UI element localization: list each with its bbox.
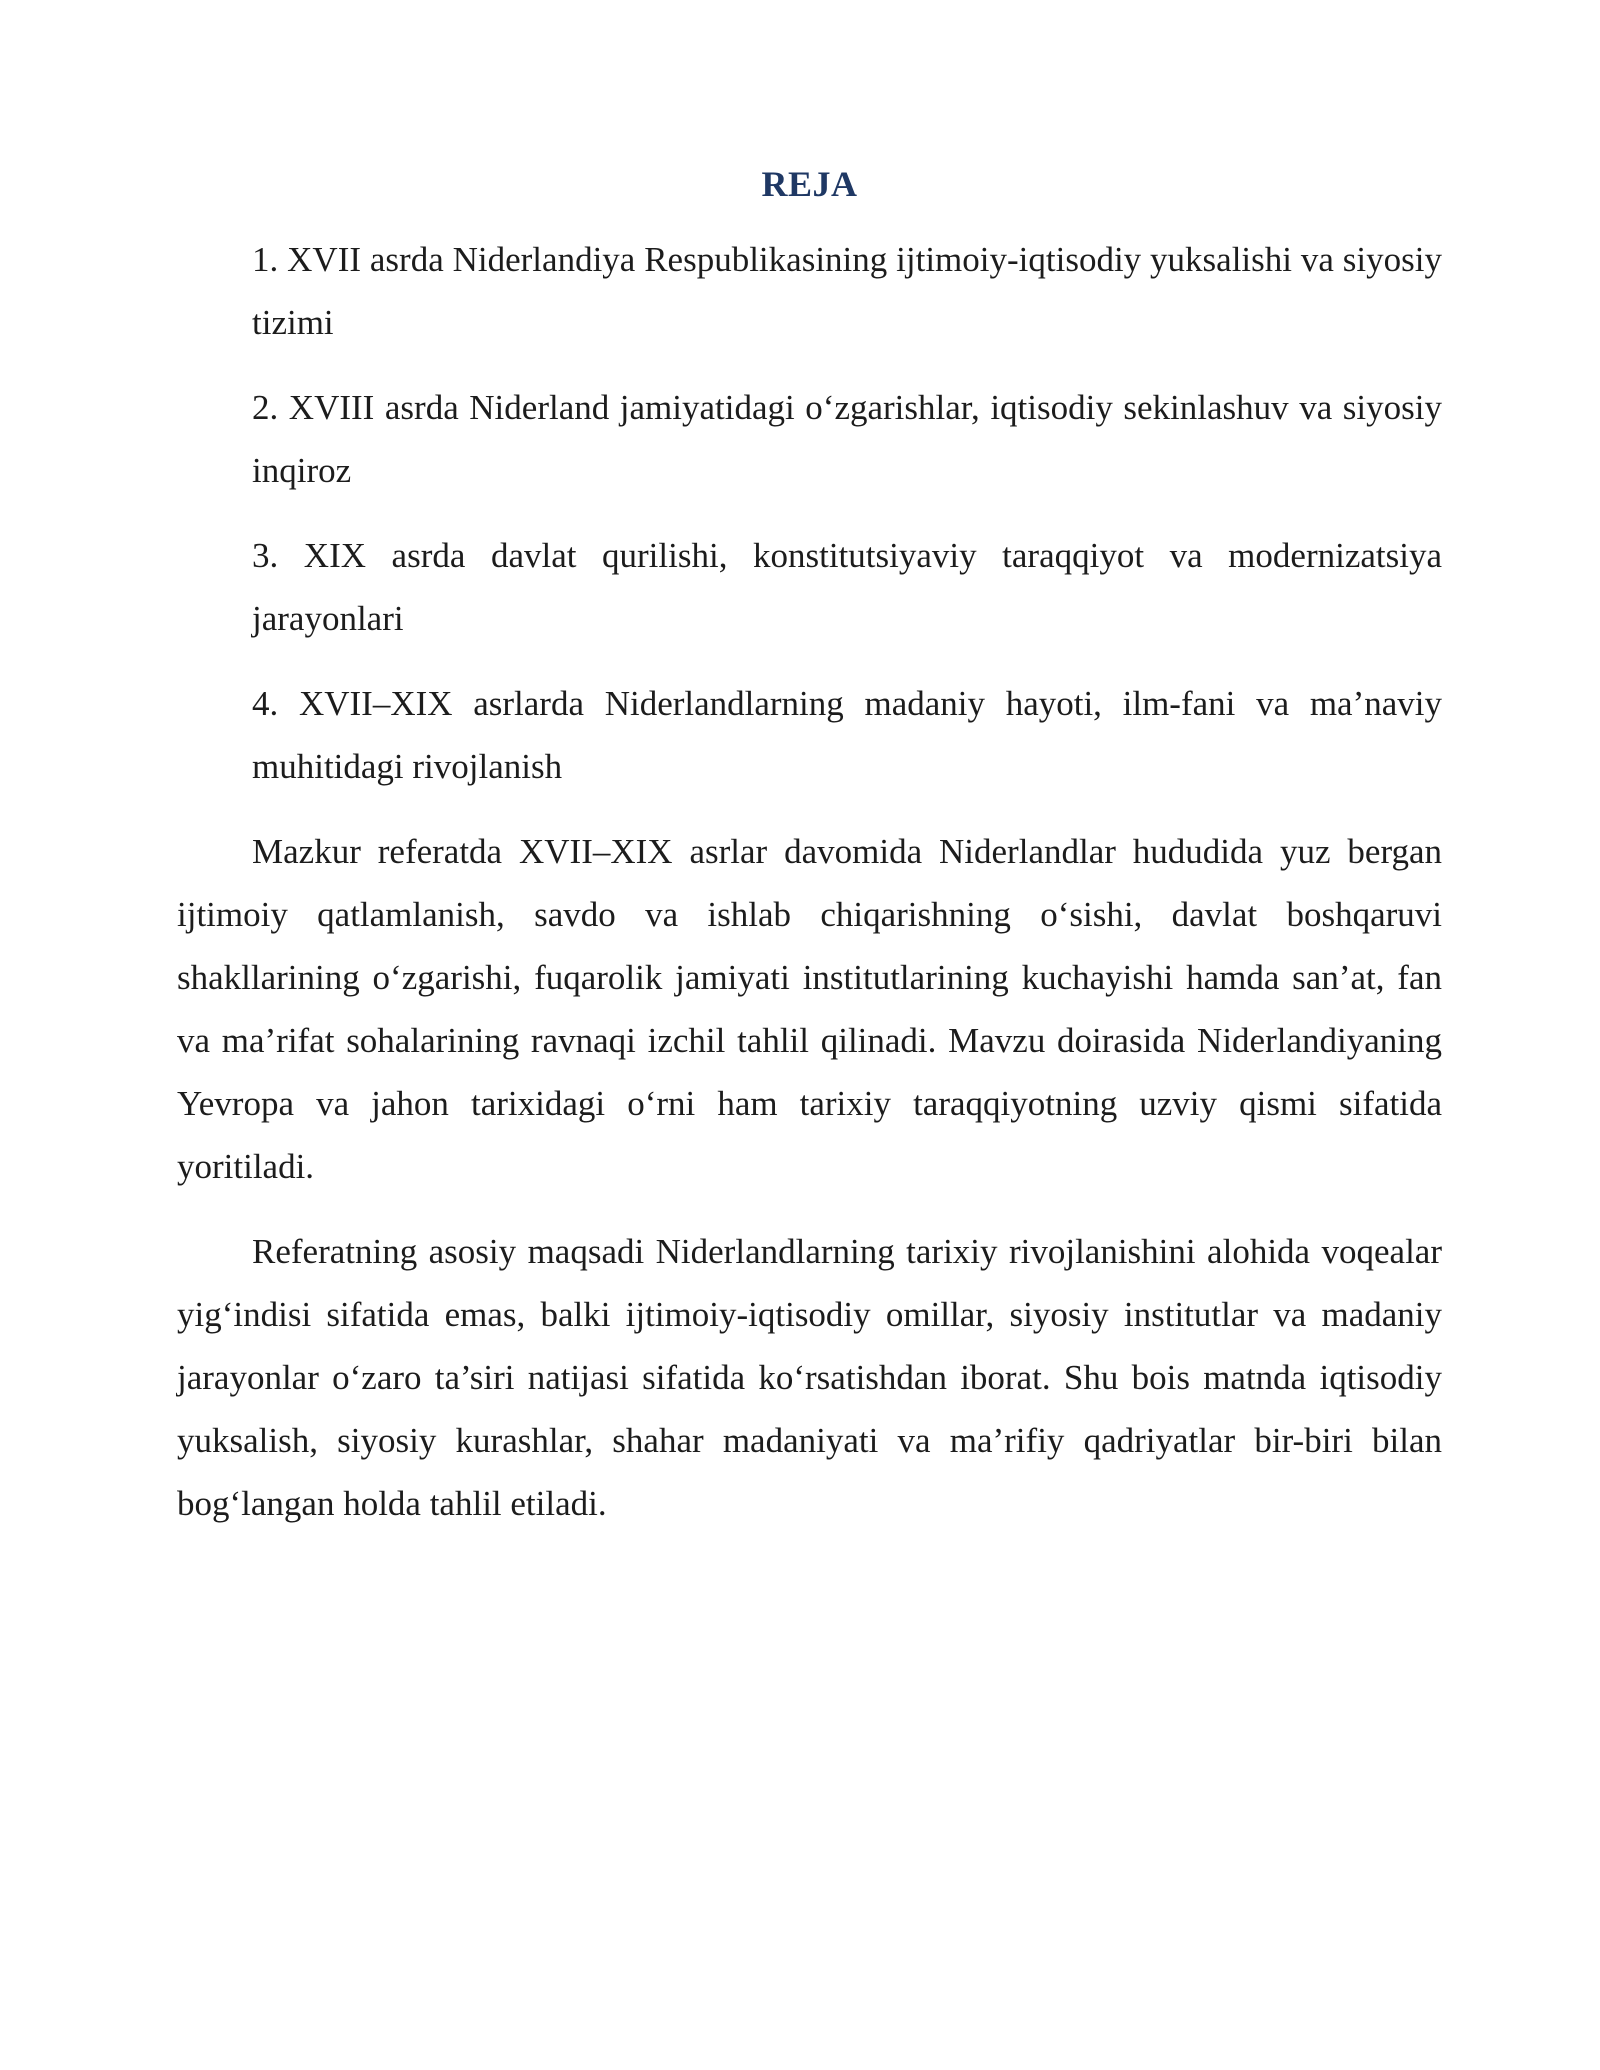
intro-paragraph: Mazkur referatda XVII–XIX asrlar davomida Niderlandlar hududida yuz bergan ijtimoiy qatlamlanish, savdo va ishlab chiqarishning o‘sishi, davlat boshqaruvi shakllarining o‘zgarishi, fuqarolik jamiyati institutlarining kuchayishi hamda san’at, fan va ma’rifat sohalarining ravnaqi izchil tahlil qilinadi. Mavzu doirasida Niderlandiyaning Yevropa va jahon tarixidagi o‘rni ham tarixiy taraqqiyotning uzviy qismi sifatida yoritiladi. [177, 832, 1442, 1186]
purpose-paragraph: Referatning asosiy maqsadi Niderlandlarning tarixiy rivojlanishini alohida voqealar yig‘indisi sifatida emas, balki ijtimoiy-iqtisodiy omillar, siyosiy institutlar va madaniy jarayonlar o‘zaro ta’siri natijasi sifatida ko‘rsatishdan iborat. Shu bois matnda iqtisodiy yuksalish, siyosiy kurashlar, shahar madaniyati va ma’rifiy qadriyatlar bir-biri bilan bog‘langan holda tahlil etiladi. [177, 1232, 1442, 1523]
plan-item-4: 4. XVII–XIX asrlarda Niderlandlarning madaniy hayoti, ilm-fani va ma’naviy muhitidagi rivojlanish [252, 684, 1442, 786]
plan-list [177, 228, 1442, 798]
plan-item-1: 1. XVII asrda Niderlandiya Respublikasining ijtimoiy-iqtisodiy yuksalishi va siyosiy tizimi [252, 240, 1442, 342]
plan-item-3: 3. XIX asrda davlat qurilishi, konstitutsiyaviy taraqqiyot va modernizatsiya jarayonlari [252, 536, 1442, 638]
plan-item-2: 2. XVIII asrda Niderland jamiyatidagi o‘zgarishlar, iqtisodiy sekinlashuv va siyosiy inqiroz [252, 388, 1442, 490]
page-content [177, 160, 1442, 1557]
page-title: REJA [761, 164, 858, 204]
